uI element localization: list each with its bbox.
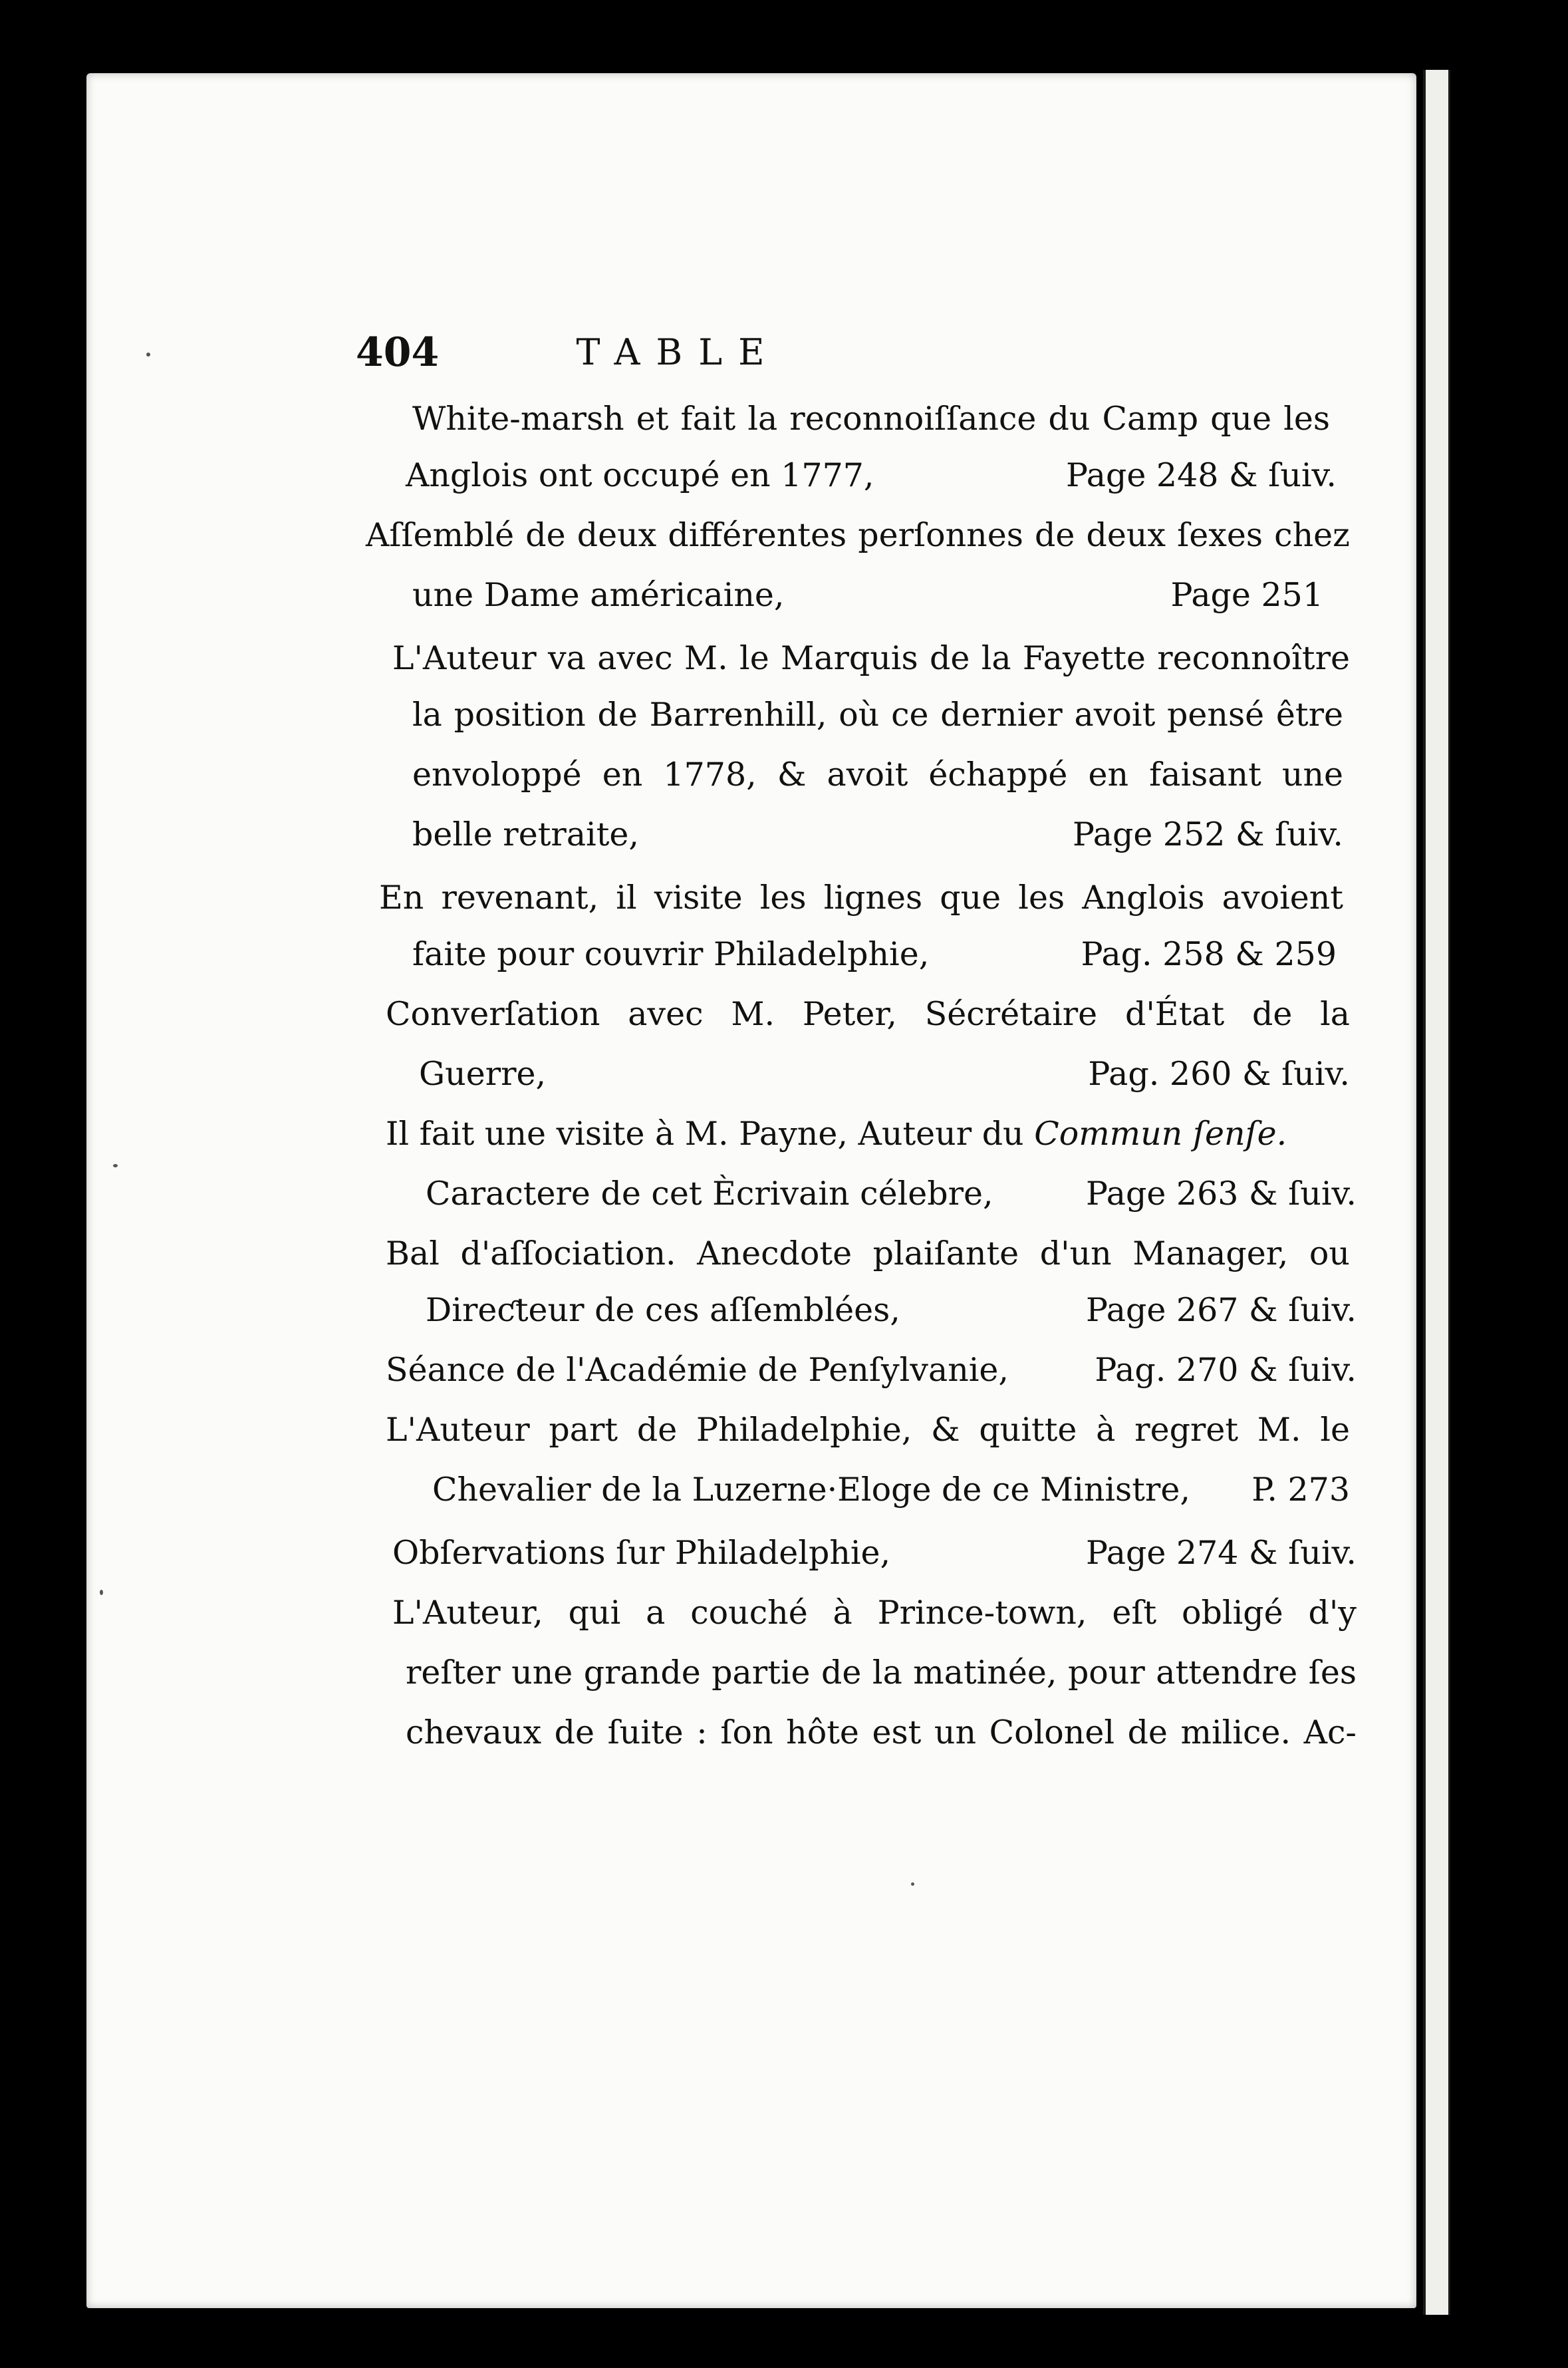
entry-line [412,748,1343,802]
entry-text: Séance de l'Académie de Penſylvanie, [386,1351,1009,1389]
entry-text: Guerre, [419,1055,547,1093]
entry-line [406,1706,1357,1759]
entry-text: Converſation avec M. Peter, Sécrétaire d'État de la [386,995,1350,1033]
entry-line [386,988,1350,1041]
entry-text: reſter une grande partie de la matinée, pour attendre ſes [406,1654,1357,1692]
entry-text: belle retraite, [412,815,639,853]
page-reference: Pag. 258 & 259 [1081,935,1337,973]
entry-line [386,1404,1350,1457]
entry-text: Obſervations ſur Philadelphie, [392,1534,891,1572]
entry-line [406,449,1337,502]
entry-text: faite pour couvrir Philadelphie, [412,935,930,973]
page-reference: Page 263 & ſuiv. [1085,1175,1357,1213]
entry-line [412,688,1343,742]
page-reference: Page 251 [1170,576,1323,614]
entry-text: En revenant, il visite les lignes que les Anglois avoient [379,879,1343,917]
entry-line [392,1527,1357,1580]
page-reference: Page 274 & ſuiv. [1085,1534,1357,1572]
entry-line [412,569,1323,622]
entry-text: Il fait une visite à M. Payne, Auteur du [386,1115,1035,1153]
entry-line [379,871,1343,925]
ink-fleck [100,1590,103,1595]
entry-line [386,1227,1350,1280]
page-reference: Page 267 & ſuiv. [1085,1291,1357,1329]
entry-line [386,1344,1357,1397]
entry-text: Aſſemblé de deux différentes perſonnes de deux ſexes chez [366,516,1350,554]
page-reference: Pag. 270 & ſuiv. [1095,1351,1357,1389]
entry-line [426,1167,1357,1221]
entry-text: Anglois ont occupé en 1777, [406,456,874,494]
entry-text: Caractere de cet Ècrivain célebre, [426,1175,993,1213]
entry-line [386,1108,1357,1161]
entry-text: Chevalier de la Luzerne·Eloge de ce Ministre, [432,1471,1190,1509]
entry-text: la position de Barrenhill, où ce dernier avoit pensé être [412,696,1343,734]
entry-line [432,1463,1350,1517]
entry-text: une Dame américaine, [412,576,785,614]
facing-page-edge [1423,70,1450,2315]
page-reference: P. 273 [1251,1471,1350,1509]
ink-fleck [113,1164,118,1167]
running-title: TABLE [576,331,781,373]
entry-line [426,1284,1357,1337]
page-number: 404 [356,329,440,376]
italic-title: Commun ſenſe. [1034,1115,1287,1153]
entry-text: Bal d'aſſociation. Anecdote plaiſante d'un Manager, ou [386,1235,1350,1272]
page-reference: Pag. 260 & ſuiv. [1088,1055,1350,1093]
entry-line [406,1646,1357,1700]
entry-line [419,1048,1350,1101]
entry-line [366,509,1350,562]
entry-text: L'Auteur part de Philadelphie, & quitte à regret M. le [386,1411,1350,1449]
entry-text: envoloppé en 1778, & avoit échappé en faisant une [412,756,1343,794]
entry-line [412,928,1337,981]
ink-fleck [911,1882,914,1886]
entry-line [412,392,1330,446]
entry-text: Direƈteur de ces aſſemblées, [426,1291,900,1329]
page-reference: Page 252 & ſuiv. [1072,815,1343,853]
entry-text: chevaux de ſuite : ſon hôte est un Colonel de milice. Ac- [406,1713,1357,1751]
entry-line [412,808,1343,861]
entry-text: L'Auteur, qui a couché à Prince-town, eſt obligé d'y [392,1594,1357,1632]
book-page [86,73,1416,2308]
entry-line [392,632,1350,685]
entry-line [392,1586,1357,1640]
page-reference: Page 248 & ſuiv. [1065,456,1337,494]
page-header [86,326,1416,379]
entry-text: L'Auteur va avec M. le Marquis de la Fayette reconnoître [392,639,1350,677]
entry-text: White-marsh et fait la reconnoiſſance du Camp que les [412,400,1330,438]
